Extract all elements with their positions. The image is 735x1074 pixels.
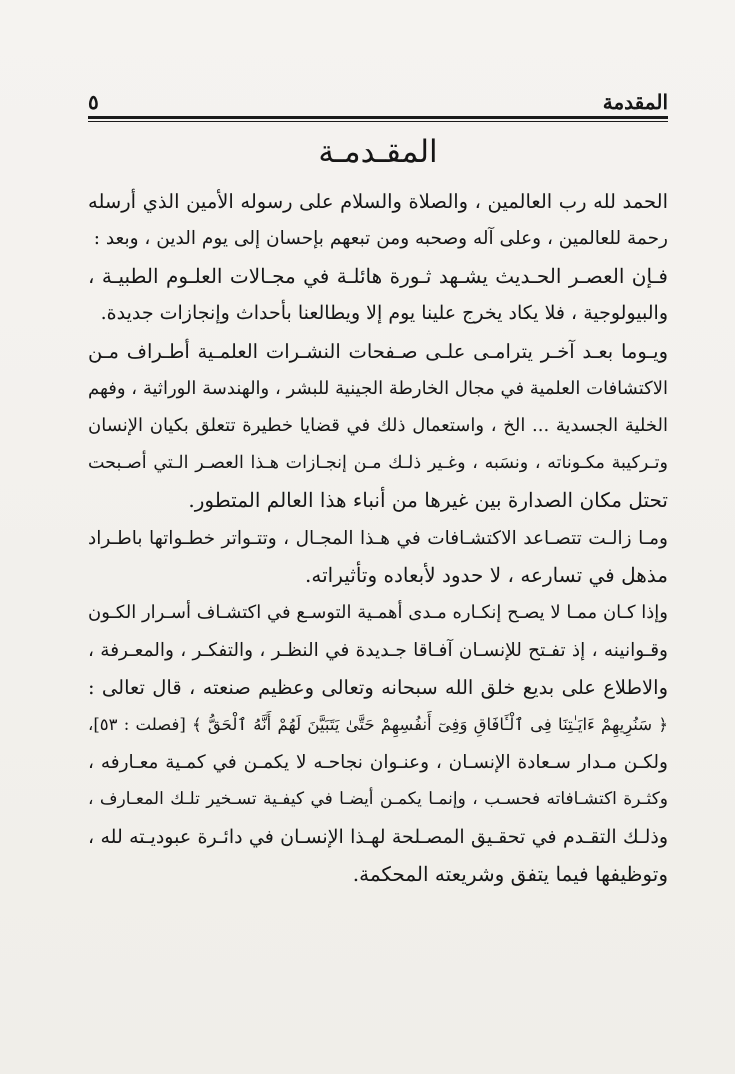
text-line: فـإن العصـر الحـديث يشـهد ثـورة هائلـة في مجـالات العلـوم الطبيـة ، [88,263,668,288]
quran-verse-line: ﴿ سَنُرِيهِمْ ءَايَـٰتِنَا فِى ٱلْـَٔافَاقِ وَفِىٓ أَنفُسِهِمْ حَتَّىٰ يَتَبَيَّنَ لَهُمْ أَنَّهُ ٱلْحَقُّ ﴾ [فصلت : ٥٣]، [88,715,668,735]
text-line: الخلية الجسدية ... الخ ، واستعمال ذلك في قضايا خطيرة تتعلق بكيان الإنسان [88,415,668,437]
body-text [88,183,668,893]
text-line: وتـركيبة مكـوناته ، ونسَبه ، وغـير ذلـك مـن إنجـازات هـذا العصـر الـتي أصـبحت [88,452,668,473]
text-line: ولكـن مـدار سـعادة الإنسـان ، وعنـوان نجاحـه لا يكمـن في كمـية معـارفه ، [88,751,668,773]
text-line: رحمة للعالمين ، وعلى آله وصحبه ومن تبعهم بإحسان إلى يوم الدين ، وبعد : [93,228,668,250]
text-line: تحتل مكان الصدارة بين غيرها من أنباء هذا العالم المتطور. [188,488,668,513]
text-line: الحمد لله رب العالمين ، والصلاة والسلام على رسوله الأمين الذي أرسله [88,190,668,213]
text-line: ومـا زالـت تتصـاعد الاكتشـافات في هـذا المجـال ، وتتـواتر خطـواتها باطـراد [88,527,668,549]
text-line: والاطلاع على بديع خلق الله سبحانه وتعالى وعظيم صنعته ، قال تعالى : [88,676,668,700]
section-title: المقـدمـة [318,134,438,170]
text-line: وإذا كـان ممـا لا يصـح إنكـاره مـدى أهمـية التوسـع في اكتشـاف أسـرار الكـون [88,602,668,624]
page-number: ٥ [88,90,99,114]
text-line: وتوظيفها فيما يتفق وشريعته المحكمة. [352,862,668,887]
text-line: ويـوما بعـد آخـر يترامـى علـى صـفحات النشـرات العلمـية أطـراف مـن [88,339,668,363]
text-line: وكثـرة اكتشـافاته فحسـب ، وإنمـا يكمـن أيضـا في كيفـية تسـخير تلـك المعـارف ، [88,789,668,810]
running-header [88,90,668,116]
text-line: الاكتشافات العلمية في مجال الخارطة الجينية للبشر ، والهندسة الوراثية ، وفهم [88,377,668,399]
header-rule-thick [88,116,668,119]
text-line: مذهل في تسارعه ، لا حدود لأبعاده وتأثيراته. [305,562,668,587]
text-line: وذلـك التقـدم في تحقـيق المصـلحة لهـذا الإنسـان في دائـرة عبوديـته لله ، [88,825,668,848]
running-header-title: المقدمة [602,90,668,114]
text-line: والبيولوجية ، فلا يكاد يخرج علينا يوم إلا ويطالعنا بأحداث وإنجازات جديدة. [100,302,668,325]
header-rule-thin [88,121,668,122]
text-line: وقـوانينه ، إذ تفـتح للإنسـان آفـاقا جـديدة في النظـر ، والتفكـر ، والمعـرفة ، [88,639,668,661]
